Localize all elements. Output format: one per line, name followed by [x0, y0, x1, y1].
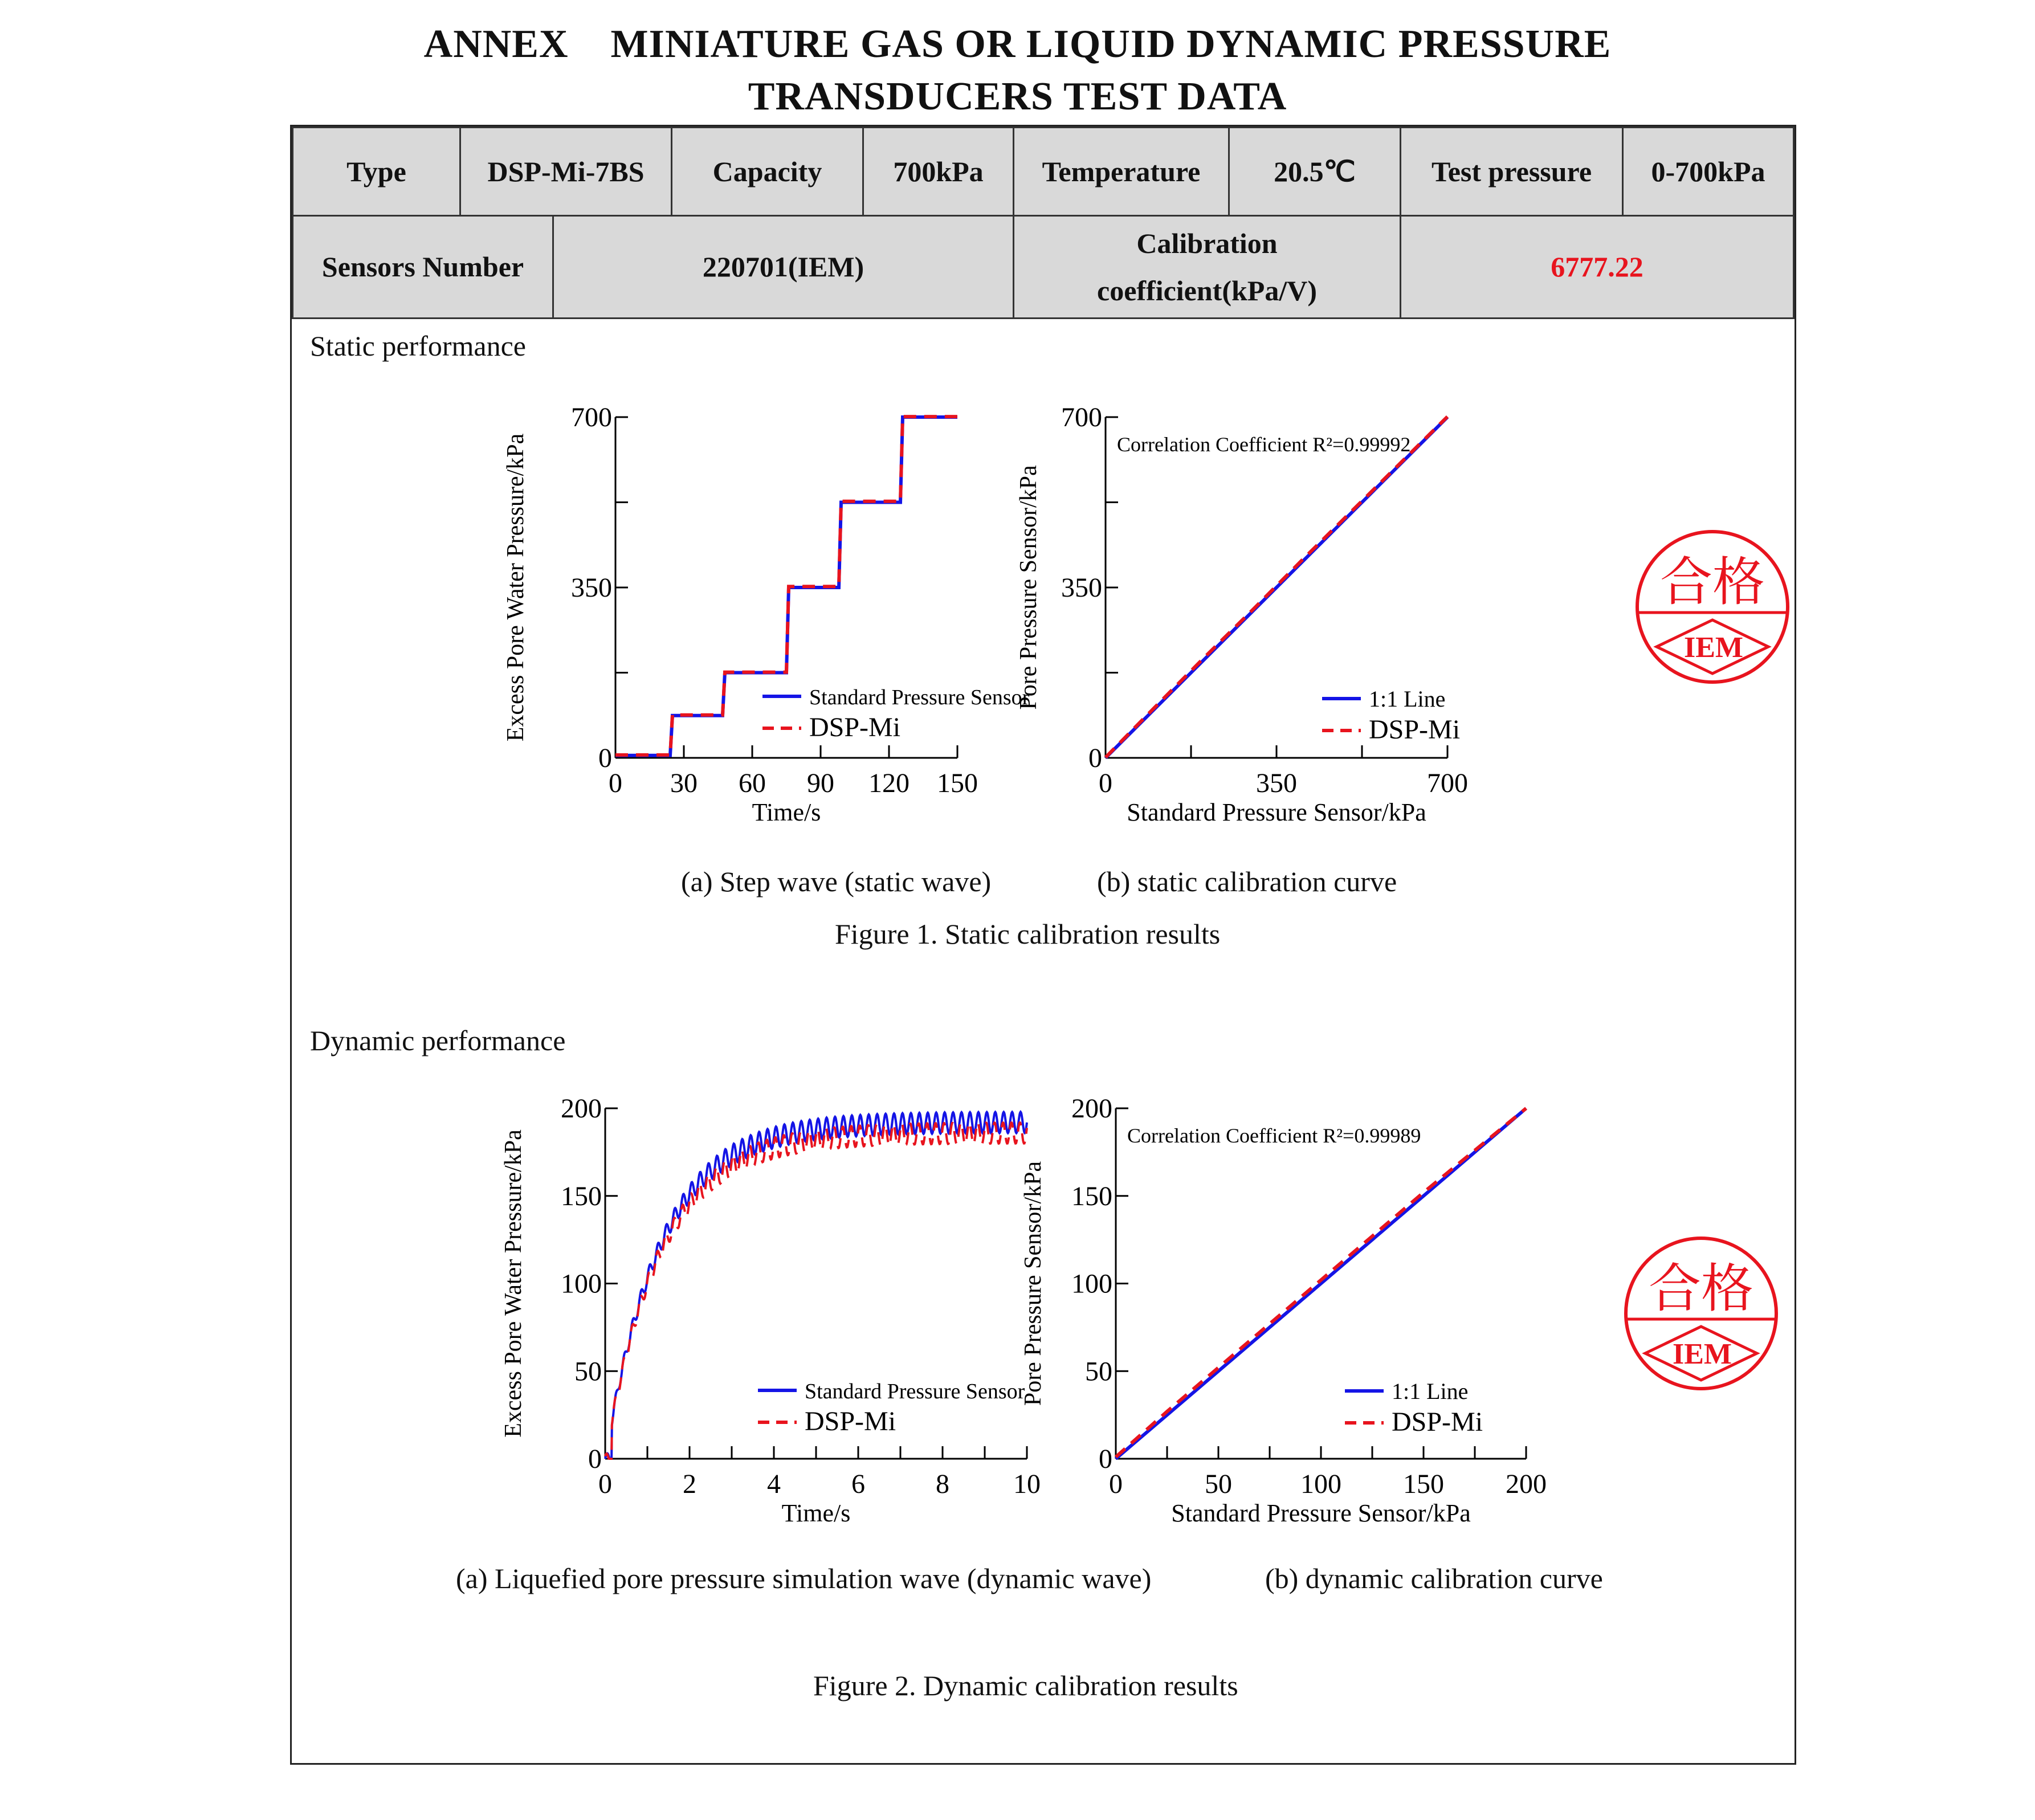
plot-area — [503, 402, 1030, 826]
step-wave-chart — [501, 387, 1049, 843]
x-tick-label: 0 — [609, 768, 622, 798]
x-tick-label: 120 — [868, 768, 910, 798]
dynamic-wave-chart — [496, 1083, 1054, 1539]
x-tick-label: 2 — [683, 1469, 696, 1499]
x-tick-label: 60 — [739, 768, 766, 798]
y-tick-label: 0 — [1088, 743, 1102, 773]
figure2a-caption: (a) Liquefied pore pressure simulation wave (dynamic wave) — [456, 1562, 1152, 1594]
sensors-number-label: Sensors Number — [292, 215, 554, 319]
y-tick-label: 50 — [1085, 1356, 1112, 1387]
stamp-logo-2: IEM — [1673, 1338, 1732, 1370]
x-tick-label: 150 — [937, 768, 978, 798]
plot-area — [1020, 1093, 1547, 1527]
legend-entry: DSP-Mi — [805, 1406, 896, 1437]
capacity-value: 700kPa — [862, 126, 1014, 217]
legend-entry: 1:1 Line — [1392, 1378, 1469, 1404]
calibration-coefficient-label — [1013, 215, 1401, 319]
x-tick-label: 0 — [1109, 1469, 1123, 1499]
legend-entry: 1:1 Line — [1369, 686, 1446, 712]
x-tick-label: 100 — [1300, 1469, 1341, 1499]
x-tick-label: 350 — [1256, 768, 1297, 798]
y-axis-label: Excess Pore Water Pressure/kPa — [503, 433, 529, 742]
legend-entry: Standard Pressure Sensor — [805, 1380, 1025, 1403]
x-tick-label: 150 — [1403, 1469, 1444, 1499]
legend-entry: Standard Pressure Sensor — [809, 685, 1030, 709]
figure2b-caption: (b) dynamic calibration curve — [1265, 1562, 1603, 1594]
static-calibration-chart — [1016, 387, 1567, 843]
x-tick-label: 50 — [1205, 1469, 1232, 1499]
y-tick-label: 50 — [574, 1356, 602, 1387]
y-tick-label: 350 — [1061, 573, 1102, 603]
y-tick-label: 700 — [571, 402, 612, 432]
x-tick-label: 200 — [1506, 1469, 1547, 1499]
page-title-line1: ANNEX MINIATURE GAS OR LIQUID DYNAMIC PRESSURE — [423, 22, 1612, 66]
legend-entry: DSP-Mi — [1392, 1407, 1483, 1437]
y-tick-label: 0 — [588, 1444, 602, 1474]
type-label: Type — [292, 126, 461, 217]
dynamic-performance-heading: Dynamic performance — [310, 1025, 566, 1056]
figure2-caption: Figure 2. Dynamic calibration results — [813, 1670, 1238, 1701]
calibration-label-line2: coefficient(kPa/V) — [1097, 274, 1317, 307]
page-title-line2: TRANSDUCERS TEST DATA — [748, 75, 1287, 119]
y-tick-label: 150 — [561, 1181, 602, 1211]
plot-area — [1016, 402, 1468, 826]
y-tick-label: 100 — [561, 1268, 602, 1299]
figure1a-caption: (a) Step wave (static wave) — [681, 866, 992, 897]
calibration-label-line1: Calibration — [1136, 227, 1278, 259]
y-tick-label: 350 — [571, 573, 612, 603]
y-tick-label: 200 — [1071, 1093, 1112, 1124]
type-value: DSP-Mi-7BS — [459, 126, 672, 217]
y-tick-label: 100 — [1071, 1268, 1112, 1299]
temperature-value: 20.5℃ — [1228, 126, 1401, 217]
correlation-annotation: Correlation Coefficient R²=0.99992 — [1117, 433, 1411, 456]
y-tick-label: 700 — [1061, 402, 1102, 432]
capacity-label: Capacity — [671, 126, 864, 217]
x-tick-label: 30 — [670, 768, 698, 798]
x-tick-label: 0 — [598, 1469, 612, 1499]
y-tick-label: 150 — [1071, 1181, 1112, 1211]
y-axis-label: Excess Pore Water Pressure/kPa — [500, 1129, 527, 1438]
legend-entry: DSP-Mi — [809, 712, 901, 742]
test-pressure-value: 0-700kPa — [1622, 126, 1795, 217]
legend-entry: DSP-Mi — [1369, 715, 1461, 745]
x-tick-label: 4 — [767, 1469, 781, 1499]
y-tick-label: 0 — [598, 743, 612, 773]
x-axis-label: Time/s — [781, 1499, 851, 1527]
y-tick-label: 200 — [561, 1093, 602, 1124]
x-tick-label: 10 — [1013, 1469, 1041, 1499]
test-pressure-label: Test pressure — [1400, 126, 1624, 217]
sensors-number-value: 220701(IEM) — [552, 215, 1014, 319]
figure1-caption: Figure 1. Static calibration results — [835, 918, 1221, 950]
plot-area — [500, 1093, 1041, 1527]
x-axis-label: Standard Pressure Sensor/kPa — [1171, 1499, 1471, 1527]
temperature-label: Temperature — [1013, 126, 1230, 217]
qualified-stamp-1 — [1633, 527, 1792, 687]
correlation-annotation: Correlation Coefficient R²=0.99989 — [1127, 1124, 1421, 1147]
figure1b-caption: (b) static calibration curve — [1097, 866, 1397, 897]
x-axis-label: Standard Pressure Sensor/kPa — [1127, 798, 1426, 826]
x-tick-label: 0 — [1099, 768, 1112, 798]
x-tick-label: 700 — [1427, 768, 1468, 798]
y-tick-label: 0 — [1099, 1444, 1112, 1474]
x-tick-label: 6 — [851, 1469, 865, 1499]
qualified-stamp-2 — [1621, 1234, 1781, 1393]
y-axis-label: Pore Pressure Sensor/kPa — [1020, 1161, 1046, 1406]
y-axis-label: Pore Pressure Sensor/kPa — [1016, 465, 1042, 710]
x-axis-label: Time/s — [752, 798, 821, 826]
dynamic-calibration-chart — [1020, 1083, 1567, 1539]
stamp-text-1: 合格 — [1659, 553, 1765, 611]
x-tick-label: 8 — [936, 1469, 949, 1499]
stamp-text-2: 合格 — [1648, 1260, 1754, 1318]
x-tick-label: 90 — [807, 768, 834, 798]
stamp-logo-1: IEM — [1684, 631, 1743, 664]
static-performance-heading: Static performance — [310, 330, 526, 362]
calibration-coefficient-value: 6777.22 — [1400, 215, 1795, 319]
